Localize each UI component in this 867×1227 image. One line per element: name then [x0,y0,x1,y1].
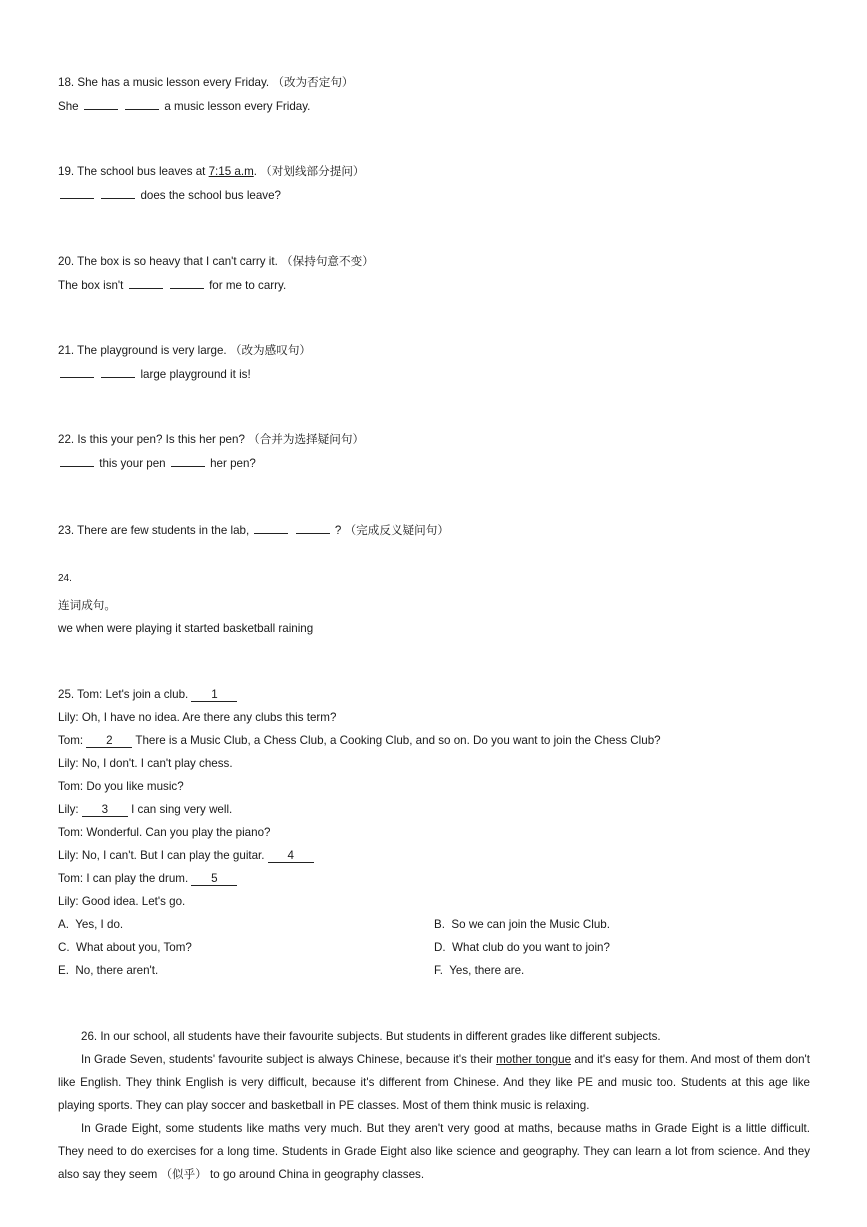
answer-blank[interactable] [125,98,159,110]
dialogue-text: 25. Tom: Let's join a club. [58,688,189,701]
option-e[interactable] [58,963,158,979]
option-text: Yes, I do. [75,918,124,931]
q21-answer-line [58,366,251,383]
q22-answer-mid: this your pen [99,457,166,470]
option-letter: C. [58,941,70,954]
answer-blank[interactable] [60,366,94,378]
q26-passage [58,1025,810,1186]
q19-sentence-post: . （对划线部分提问） [253,165,365,178]
answer-blank[interactable] [60,187,94,199]
q19-answer-line [58,187,281,204]
answer-blank[interactable]: 1 [191,688,237,702]
q22-answer-line [58,455,256,472]
dialogue-text: Lily: [58,803,79,816]
option-letter: D. [434,941,446,954]
dialogue-line [58,802,232,818]
passage-text: In Grade Seven, students' favourite subject is always Chinese, because it's their [81,1053,497,1066]
answer-blank[interactable] [296,522,330,534]
option-b[interactable] [434,917,610,933]
answer-blank[interactable] [84,98,118,110]
dialogue-text: Lily: No, I can't. But I can play the guitar. [58,849,265,862]
dialogue-text: Tom: I can play the drum. [58,872,189,885]
q22-sentence: 22. Is this your pen? Is this her pen? （合并为选择疑问句） [58,433,365,446]
dialogue-line [58,733,661,749]
option-f[interactable] [434,963,524,979]
option-letter: F. [434,964,444,977]
q18-answer-pre: She [58,100,79,113]
answer-blank[interactable]: 4 [268,849,314,863]
passage-paragraph: In Grade Eight, some students like maths very much. But they aren't very good at maths, because maths in Grade Eight is a little difficult. They need to do exercises for a long time. Students in Grade Eight also like science and geography. They can learn a lot from science. And they also say they seem （似乎） to go around China in geography classes. [58,1122,810,1181]
q19-sentence-pre: 19. The school bus leaves at [58,165,209,178]
dialogue-text: There is a Music Club, a Chess Club, a Cooking Club, and so on. Do you want to join the Chess Club? [135,734,661,747]
q20-answer-post: for me to carry. [209,279,287,292]
dialogue-line: Lily: No, I don't. I can't play chess. [58,757,233,770]
q18-answer-post: a music lesson every Friday. [164,100,311,113]
option-letter: B. [434,918,445,931]
q19-underlined: 7:15 a.m [208,165,254,178]
answer-blank[interactable]: 3 [82,803,128,817]
q23-sentence [58,522,449,539]
dialogue-line [58,848,314,864]
dialogue-text: Tom: [58,734,84,747]
q21-sentence: 21. The playground is very large. （改为感叹句） [58,344,312,357]
answer-blank[interactable] [101,366,135,378]
answer-blank[interactable] [254,522,288,534]
answer-blank[interactable] [60,455,94,467]
option-text: What club do you want to join? [452,941,610,954]
option-text: So we can join the Music Club. [451,918,610,931]
q23-sentence-pre: 23. There are few students in the lab, [58,524,250,537]
answer-blank[interactable]: 2 [86,734,132,748]
q24-words: we when were playing it started basketball raining [58,622,314,635]
option-text: Yes, there are. [449,964,525,977]
q20-answer-line [58,277,286,294]
option-letter: A. [58,918,69,931]
q24-instruction: 连词成句。 [58,599,116,612]
dialogue-line [58,871,237,887]
q21-answer-post: large playground it is! [140,368,251,381]
q18-answer-line [58,98,310,115]
dialogue-line: Lily: Good idea. Let's go. [58,895,186,908]
q18-sentence: 18. She has a music lesson every Friday. （改为否定句） [58,76,354,89]
option-letter: E. [58,964,69,977]
answer-blank[interactable] [170,277,204,289]
answer-blank[interactable] [101,187,135,199]
q20-sentence: 20. The box is so heavy that I can't carry it. （保持句意不变） [58,255,374,268]
q19-sentence [58,164,365,180]
option-d[interactable] [434,940,610,956]
passage-paragraph [58,1048,810,1117]
dialogue-line: Tom: Do you like music? [58,780,184,793]
q23-sentence-post: ? （完成反义疑问句） [334,524,449,537]
dialogue-text: I can sing very well. [131,803,233,816]
option-a[interactable] [58,917,123,933]
passage-text: and it's easy for them. And most of them don't like English. They think English is very difficult, because it's different from Chinese. And they like PE and music too. Students at this age like playing sports. They can play soccer and basketball in PE classes. Most of them think music is relaxing. [58,1053,810,1112]
q20-answer-pre: The box isn't [58,279,124,292]
option-text: No, there aren't. [75,964,159,977]
dialogue-line: Lily: Oh, I have no idea. Are there any clubs this term? [58,711,337,724]
q22-answer-post: her pen? [210,457,256,470]
q24-number: 24. [58,573,72,584]
q19-answer-post: does the school bus leave? [140,189,281,202]
option-c[interactable] [58,940,192,956]
answer-blank[interactable]: 5 [191,872,237,886]
dialogue-line [58,687,237,703]
answer-blank[interactable] [129,277,163,289]
passage-underlined: mother tongue [496,1053,572,1066]
dialogue-line: Tom: Wonderful. Can you play the piano? [58,826,271,839]
option-text: What about you, Tom? [76,941,192,954]
passage-paragraph: 26. In our school, all students have their favourite subjects. But students in different grades like different subjects. [81,1030,661,1043]
answer-blank[interactable] [171,455,205,467]
